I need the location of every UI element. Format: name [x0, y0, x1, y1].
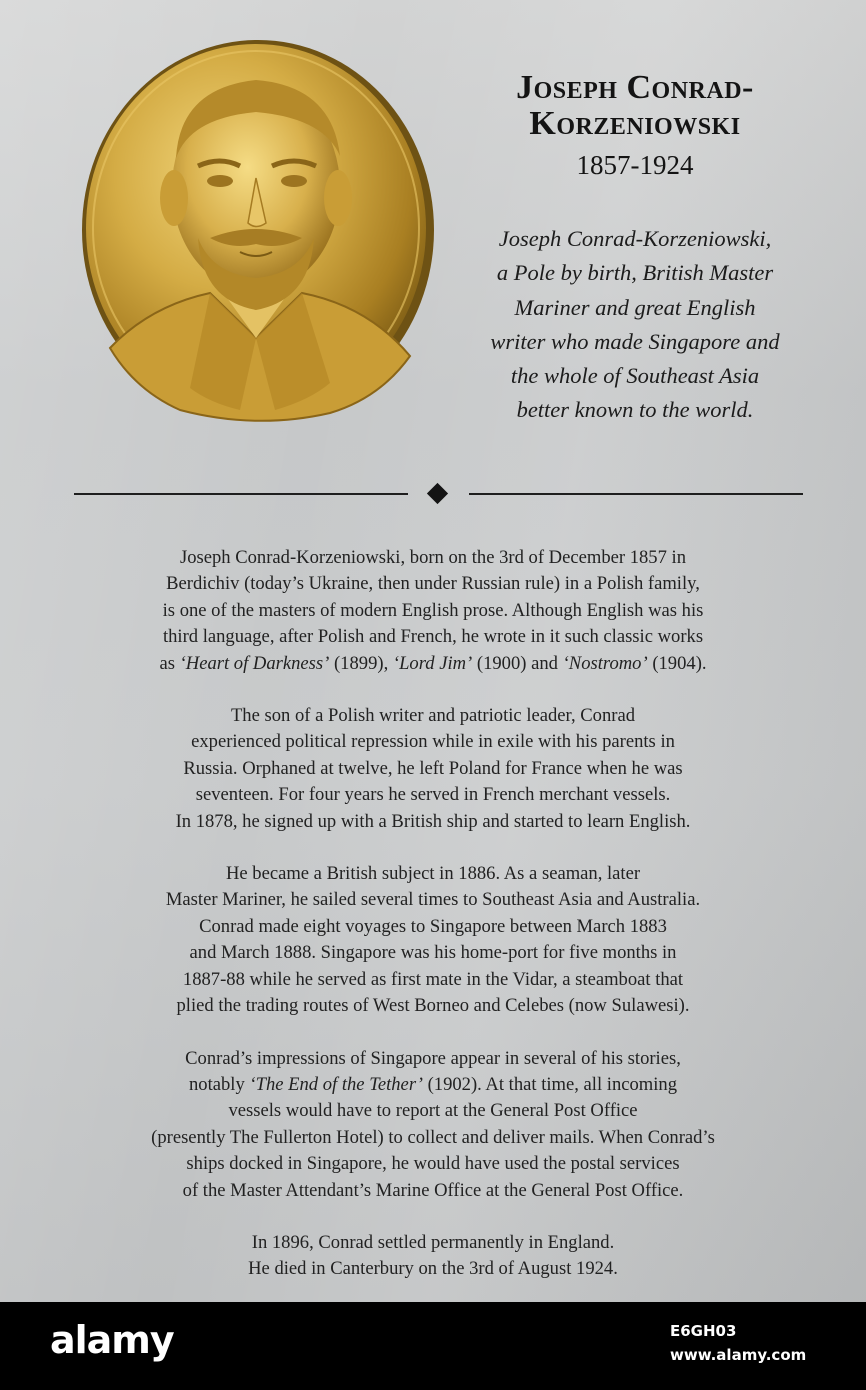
paragraph-singapore — [60, 1046, 806, 1204]
intro-line: the whole of Southeast Asia — [510, 363, 760, 389]
title-line-1: Joseph Conrad- — [516, 69, 754, 106]
text-line: of the Master Attendant’s Marine Office at the General Post Office. — [182, 1179, 684, 1201]
image-id: E6GH03 — [670, 1322, 737, 1340]
site-url: www.alamy.com — [670, 1346, 807, 1364]
text-line: ships docked in Singapore, he would have used the postal services — [186, 1153, 680, 1175]
text-line: In 1878, he signed up with a British ship and started to learn English. — [175, 810, 691, 832]
text-line: third language, after Polish and French, he wrote in it such classic works — [162, 626, 704, 648]
divider-line-left — [74, 493, 408, 495]
text-line: Conrad’s impressions of Singapore appear in several of his stories, — [185, 1047, 681, 1069]
text-line: plied the trading routes of West Borneo and Celebes (now Sulawesi). — [176, 995, 690, 1017]
text-line: Conrad made eight voyages to Singapore between March 1883 — [199, 915, 667, 937]
text-fragment: (1900) and — [472, 652, 563, 674]
text-fragment: (1902). At that time, all incoming — [422, 1073, 678, 1095]
paragraph-death — [60, 1230, 806, 1283]
text-line: He became a British subject in 1886. As a seaman, later — [225, 863, 641, 885]
text-line: Joseph Conrad-Korzeniowski, born on the 3rd of December 1857 in — [179, 547, 687, 568]
text-line: The son of a Polish writer and patriotic leader, Conrad — [230, 705, 636, 727]
paragraph-birth — [60, 545, 806, 677]
text-line: 1887-88 while he served as first mate in the Vidar, a steamboat that — [182, 968, 684, 990]
text-fragment: (1899), — [329, 652, 393, 674]
life-dates: 1857-1924 — [576, 150, 694, 180]
diamond-ornament-icon — [427, 483, 448, 504]
work-title: ‘The End of the Tether’ — [249, 1073, 423, 1095]
title-line-2: Korzeniowski — [529, 105, 741, 142]
text-line: (presently The Fullerton Hotel) to collect and deliver mails. When Conrad’s — [151, 1126, 715, 1148]
text-line: experienced political repression while in exile with his parents in — [191, 731, 675, 753]
divider-line-right — [469, 493, 803, 495]
text-line: is one of the masters of modern English prose. Although English was his — [162, 599, 704, 621]
text-line: In 1896, Conrad settled permanently in England. — [251, 1231, 615, 1253]
intro-line: a Pole by birth, British Master — [496, 260, 774, 286]
text-fragment: as — [159, 652, 180, 674]
intro-line: Joseph Conrad-Korzeniowski, — [498, 226, 772, 251]
text-line: Master Mariner, he sailed several times to Southeast Asia and Australia. — [165, 889, 701, 911]
text-line-story — [60, 1072, 806, 1098]
work-title: ‘Lord Jim’ — [392, 652, 473, 674]
intro-line: better known to the world. — [516, 397, 754, 423]
work-title: ‘Heart of Darkness’ — [179, 652, 330, 674]
alamy-logo: alamy — [50, 1318, 174, 1362]
intro-line: Mariner and great English — [514, 294, 756, 320]
bronze-portrait-medallion — [80, 38, 436, 422]
text-line: and March 1888. Singapore was his home-port for five months in — [189, 942, 677, 964]
paragraph-youth — [60, 703, 806, 835]
text-line: seventeen. For four years he served in French merchant vessels. — [195, 784, 671, 806]
text-line: vessels would have to report at the General Post Office — [228, 1100, 638, 1122]
work-title: ‘Nostromo’ — [562, 652, 648, 674]
text-fragment: (1904). — [647, 652, 707, 674]
paragraph-seaman — [60, 861, 806, 1019]
text-line: Russia. Orphaned at twelve, he left Poland for France when he was — [183, 757, 683, 779]
text-fragment: notably — [188, 1073, 250, 1095]
biography-text — [60, 545, 806, 1302]
text-line-works — [60, 651, 806, 677]
text-line: Berdichiv (today’s Ukraine, then under Russian rule) in a Polish family, — [166, 573, 700, 595]
intro-line: writer who made Singapore and — [490, 328, 780, 354]
text-line: He died in Canterbury on the 3rd of August 1924. — [248, 1258, 618, 1280]
intro-text — [440, 222, 830, 428]
plaque-heading — [440, 70, 830, 181]
plaque-title — [440, 70, 830, 142]
